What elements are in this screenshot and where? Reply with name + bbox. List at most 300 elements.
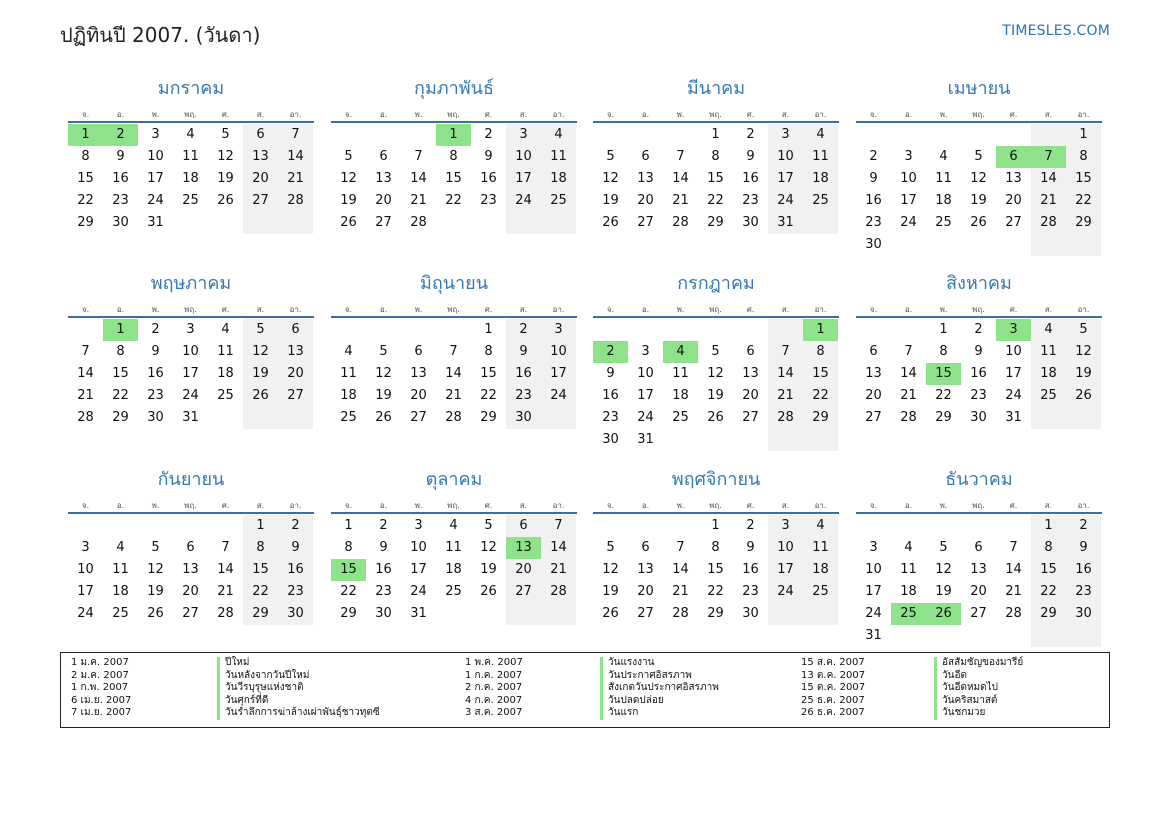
day-cell[interactable]: 28 bbox=[777, 410, 794, 425]
day-cell[interactable]: 19 bbox=[480, 562, 497, 577]
day-cell[interactable]: 16 bbox=[742, 562, 759, 577]
day-cell[interactable]: 24 bbox=[147, 193, 164, 208]
day-cell[interactable]: 14 bbox=[1005, 562, 1022, 577]
day-cell[interactable]: 29 bbox=[1040, 606, 1057, 621]
day-cell[interactable]: 21 bbox=[900, 388, 917, 403]
day-cell[interactable]: 2 bbox=[869, 149, 878, 164]
day-cell[interactable]: 14 bbox=[77, 366, 94, 381]
day-cell[interactable]: 22 bbox=[812, 388, 829, 403]
day-cell[interactable]: 18 bbox=[672, 388, 689, 403]
day-cell[interactable]: 3 bbox=[869, 540, 878, 555]
day-cell[interactable]: 13 bbox=[742, 366, 759, 381]
day-cell[interactable]: 14 bbox=[1040, 171, 1057, 186]
day-cell[interactable]: 1 bbox=[939, 322, 948, 337]
day-cell[interactable]: 23 bbox=[515, 388, 532, 403]
day-cell[interactable]: 15 bbox=[77, 171, 94, 186]
day-cell[interactable]: 30 bbox=[375, 606, 392, 621]
day-cell[interactable]: 7 bbox=[904, 344, 913, 359]
holiday-day-cell[interactable]: 2 bbox=[593, 341, 628, 363]
day-cell[interactable]: 21 bbox=[672, 584, 689, 599]
day-cell[interactable]: 5 bbox=[484, 518, 493, 533]
day-cell[interactable]: 18 bbox=[112, 584, 129, 599]
day-cell[interactable]: 30 bbox=[515, 410, 532, 425]
day-cell[interactable]: 10 bbox=[777, 149, 794, 164]
day-cell[interactable]: 3 bbox=[186, 322, 195, 337]
day-cell[interactable]: 7 bbox=[676, 540, 685, 555]
day-cell[interactable]: 27 bbox=[865, 410, 882, 425]
day-cell[interactable]: 26 bbox=[602, 215, 619, 230]
day-cell[interactable]: 11 bbox=[812, 540, 829, 555]
day-cell[interactable]: 26 bbox=[340, 215, 357, 230]
day-cell[interactable]: 18 bbox=[217, 366, 234, 381]
day-cell[interactable]: 12 bbox=[480, 540, 497, 555]
day-cell[interactable]: 17 bbox=[515, 171, 532, 186]
day-cell[interactable]: 15 bbox=[252, 562, 269, 577]
day-cell[interactable]: 26 bbox=[970, 215, 987, 230]
day-cell[interactable]: 9 bbox=[746, 540, 755, 555]
day-cell[interactable]: 12 bbox=[147, 562, 164, 577]
day-cell[interactable]: 26 bbox=[217, 193, 234, 208]
day-cell[interactable]: 29 bbox=[935, 410, 952, 425]
day-cell[interactable]: 26 bbox=[480, 584, 497, 599]
day-cell[interactable]: 2 bbox=[519, 322, 528, 337]
day-cell[interactable]: 27 bbox=[287, 388, 304, 403]
day-cell[interactable]: 6 bbox=[379, 149, 388, 164]
holiday-day-cell[interactable]: 1 bbox=[68, 124, 103, 146]
day-cell[interactable]: 12 bbox=[935, 562, 952, 577]
day-cell[interactable]: 4 bbox=[186, 127, 195, 142]
day-cell[interactable]: 25 bbox=[340, 410, 357, 425]
day-cell[interactable]: 16 bbox=[480, 171, 497, 186]
day-cell[interactable]: 29 bbox=[77, 215, 94, 230]
day-cell[interactable]: 10 bbox=[637, 366, 654, 381]
day-cell[interactable]: 25 bbox=[812, 584, 829, 599]
day-cell[interactable]: 20 bbox=[182, 584, 199, 599]
day-cell[interactable]: 17 bbox=[550, 366, 567, 381]
day-cell[interactable]: 4 bbox=[554, 127, 563, 142]
day-cell[interactable]: 25 bbox=[812, 193, 829, 208]
day-cell[interactable]: 20 bbox=[637, 193, 654, 208]
day-cell[interactable]: 11 bbox=[935, 171, 952, 186]
day-cell[interactable]: 22 bbox=[1075, 193, 1092, 208]
day-cell[interactable]: 23 bbox=[742, 584, 759, 599]
day-cell[interactable]: 16 bbox=[375, 562, 392, 577]
day-cell[interactable]: 2 bbox=[291, 518, 300, 533]
day-cell[interactable]: 23 bbox=[480, 193, 497, 208]
day-cell[interactable]: 23 bbox=[1075, 584, 1092, 599]
day-cell[interactable]: 13 bbox=[410, 366, 427, 381]
day-cell[interactable]: 9 bbox=[869, 171, 878, 186]
day-cell[interactable]: 9 bbox=[606, 366, 615, 381]
day-cell[interactable]: 30 bbox=[742, 606, 759, 621]
day-cell[interactable]: 25 bbox=[672, 410, 689, 425]
day-cell[interactable]: 15 bbox=[1075, 171, 1092, 186]
day-cell[interactable]: 15 bbox=[812, 366, 829, 381]
day-cell[interactable]: 30 bbox=[1075, 606, 1092, 621]
day-cell[interactable]: 31 bbox=[1005, 410, 1022, 425]
day-cell[interactable]: 24 bbox=[77, 606, 94, 621]
day-cell[interactable]: 15 bbox=[707, 171, 724, 186]
day-cell[interactable]: 14 bbox=[672, 562, 689, 577]
day-cell[interactable]: 16 bbox=[147, 366, 164, 381]
day-cell[interactable]: 3 bbox=[641, 344, 650, 359]
brand-logo-text[interactable]: TIMESLES.COM bbox=[1002, 23, 1110, 39]
day-cell[interactable]: 19 bbox=[252, 366, 269, 381]
day-cell[interactable]: 20 bbox=[252, 171, 269, 186]
day-cell[interactable]: 12 bbox=[602, 171, 619, 186]
day-cell[interactable]: 4 bbox=[116, 540, 125, 555]
day-cell[interactable]: 24 bbox=[1005, 388, 1022, 403]
day-cell[interactable]: 9 bbox=[746, 149, 755, 164]
day-cell[interactable]: 31 bbox=[147, 215, 164, 230]
day-cell[interactable]: 5 bbox=[711, 344, 720, 359]
holiday-day-cell[interactable]: 26 bbox=[926, 603, 961, 625]
day-cell[interactable]: 5 bbox=[606, 540, 615, 555]
day-cell[interactable]: 6 bbox=[256, 127, 265, 142]
day-cell[interactable]: 18 bbox=[812, 562, 829, 577]
holiday-day-cell[interactable]: 15 bbox=[926, 363, 961, 385]
day-cell[interactable]: 10 bbox=[410, 540, 427, 555]
day-cell[interactable]: 6 bbox=[291, 322, 300, 337]
day-cell[interactable]: 16 bbox=[1075, 562, 1092, 577]
day-cell[interactable]: 27 bbox=[970, 606, 987, 621]
day-cell[interactable]: 13 bbox=[182, 562, 199, 577]
day-cell[interactable]: 21 bbox=[217, 584, 234, 599]
day-cell[interactable]: 20 bbox=[1005, 193, 1022, 208]
day-cell[interactable]: 28 bbox=[1005, 606, 1022, 621]
day-cell[interactable]: 17 bbox=[637, 388, 654, 403]
day-cell[interactable]: 29 bbox=[480, 410, 497, 425]
day-cell[interactable]: 15 bbox=[480, 366, 497, 381]
day-cell[interactable]: 22 bbox=[77, 193, 94, 208]
day-cell[interactable]: 5 bbox=[379, 344, 388, 359]
day-cell[interactable]: 12 bbox=[1075, 344, 1092, 359]
day-cell[interactable]: 11 bbox=[445, 540, 462, 555]
day-cell[interactable]: 29 bbox=[707, 215, 724, 230]
day-cell[interactable]: 29 bbox=[1075, 215, 1092, 230]
day-cell[interactable]: 22 bbox=[252, 584, 269, 599]
day-cell[interactable]: 23 bbox=[375, 584, 392, 599]
day-cell[interactable]: 17 bbox=[777, 562, 794, 577]
day-cell[interactable]: 1 bbox=[711, 127, 720, 142]
day-cell[interactable]: 3 bbox=[781, 127, 790, 142]
day-cell[interactable]: 4 bbox=[816, 127, 825, 142]
day-cell[interactable]: 27 bbox=[410, 410, 427, 425]
day-cell[interactable]: 17 bbox=[77, 584, 94, 599]
day-cell[interactable]: 12 bbox=[217, 149, 234, 164]
day-cell[interactable]: 17 bbox=[777, 171, 794, 186]
day-cell[interactable]: 17 bbox=[1005, 366, 1022, 381]
day-cell[interactable]: 7 bbox=[221, 540, 230, 555]
day-cell[interactable]: 11 bbox=[900, 562, 917, 577]
day-cell[interactable]: 29 bbox=[707, 606, 724, 621]
day-cell[interactable]: 29 bbox=[340, 606, 357, 621]
holiday-day-cell[interactable]: 1 bbox=[436, 124, 471, 146]
day-cell[interactable]: 6 bbox=[186, 540, 195, 555]
holiday-day-cell[interactable]: 1 bbox=[803, 319, 838, 341]
day-cell[interactable]: 29 bbox=[812, 410, 829, 425]
day-cell[interactable]: 14 bbox=[550, 540, 567, 555]
day-cell[interactable]: 30 bbox=[865, 237, 882, 252]
day-cell[interactable]: 3 bbox=[781, 518, 790, 533]
day-cell[interactable]: 19 bbox=[935, 584, 952, 599]
day-cell[interactable]: 12 bbox=[375, 366, 392, 381]
day-cell[interactable]: 28 bbox=[672, 215, 689, 230]
day-cell[interactable]: 3 bbox=[904, 149, 913, 164]
day-cell[interactable]: 23 bbox=[742, 193, 759, 208]
day-cell[interactable]: 5 bbox=[344, 149, 353, 164]
day-cell[interactable]: 20 bbox=[515, 562, 532, 577]
holiday-day-cell[interactable]: 2 bbox=[103, 124, 138, 146]
holiday-day-cell[interactable]: 15 bbox=[331, 559, 366, 581]
day-cell[interactable]: 21 bbox=[550, 562, 567, 577]
day-cell[interactable]: 27 bbox=[182, 606, 199, 621]
day-cell[interactable]: 30 bbox=[112, 215, 129, 230]
day-cell[interactable]: 29 bbox=[112, 410, 129, 425]
day-cell[interactable]: 25 bbox=[445, 584, 462, 599]
day-cell[interactable]: 9 bbox=[519, 344, 528, 359]
day-cell[interactable]: 21 bbox=[1005, 584, 1022, 599]
day-cell[interactable]: 19 bbox=[340, 193, 357, 208]
day-cell[interactable]: 9 bbox=[1079, 540, 1088, 555]
day-cell[interactable]: 4 bbox=[221, 322, 230, 337]
day-cell[interactable]: 13 bbox=[1005, 171, 1022, 186]
day-cell[interactable]: 18 bbox=[340, 388, 357, 403]
day-cell[interactable]: 28 bbox=[550, 584, 567, 599]
day-cell[interactable]: 12 bbox=[970, 171, 987, 186]
day-cell[interactable]: 1 bbox=[484, 322, 493, 337]
day-cell[interactable]: 14 bbox=[672, 171, 689, 186]
day-cell[interactable]: 10 bbox=[515, 149, 532, 164]
day-cell[interactable]: 19 bbox=[707, 388, 724, 403]
day-cell[interactable]: 13 bbox=[637, 562, 654, 577]
day-cell[interactable]: 18 bbox=[935, 193, 952, 208]
day-cell[interactable]: 4 bbox=[449, 518, 458, 533]
day-cell[interactable]: 12 bbox=[602, 562, 619, 577]
day-cell[interactable]: 24 bbox=[777, 584, 794, 599]
day-cell[interactable]: 16 bbox=[112, 171, 129, 186]
day-cell[interactable]: 21 bbox=[777, 388, 794, 403]
day-cell[interactable]: 26 bbox=[375, 410, 392, 425]
day-cell[interactable]: 19 bbox=[375, 388, 392, 403]
day-cell[interactable]: 26 bbox=[252, 388, 269, 403]
day-cell[interactable]: 21 bbox=[77, 388, 94, 403]
day-cell[interactable]: 1 bbox=[256, 518, 265, 533]
holiday-day-cell[interactable]: 6 bbox=[996, 146, 1031, 168]
day-cell[interactable]: 23 bbox=[287, 584, 304, 599]
day-cell[interactable]: 13 bbox=[375, 171, 392, 186]
day-cell[interactable]: 30 bbox=[287, 606, 304, 621]
day-cell[interactable]: 1 bbox=[344, 518, 353, 533]
day-cell[interactable]: 5 bbox=[256, 322, 265, 337]
day-cell[interactable]: 5 bbox=[939, 540, 948, 555]
day-cell[interactable]: 28 bbox=[445, 410, 462, 425]
day-cell[interactable]: 4 bbox=[816, 518, 825, 533]
day-cell[interactable]: 13 bbox=[637, 171, 654, 186]
day-cell[interactable]: 27 bbox=[252, 193, 269, 208]
day-cell[interactable]: 26 bbox=[602, 606, 619, 621]
day-cell[interactable]: 12 bbox=[340, 171, 357, 186]
day-cell[interactable]: 20 bbox=[410, 388, 427, 403]
day-cell[interactable]: 2 bbox=[151, 322, 160, 337]
day-cell[interactable]: 10 bbox=[1005, 344, 1022, 359]
day-cell[interactable]: 6 bbox=[414, 344, 423, 359]
day-cell[interactable]: 16 bbox=[515, 366, 532, 381]
day-cell[interactable]: 6 bbox=[641, 540, 650, 555]
day-cell[interactable]: 27 bbox=[637, 606, 654, 621]
day-cell[interactable]: 30 bbox=[970, 410, 987, 425]
day-cell[interactable]: 11 bbox=[1040, 344, 1057, 359]
day-cell[interactable]: 12 bbox=[252, 344, 269, 359]
day-cell[interactable]: 28 bbox=[287, 193, 304, 208]
holiday-day-cell[interactable]: 3 bbox=[996, 319, 1031, 341]
day-cell[interactable]: 17 bbox=[182, 366, 199, 381]
day-cell[interactable]: 24 bbox=[777, 193, 794, 208]
day-cell[interactable]: 25 bbox=[550, 193, 567, 208]
day-cell[interactable]: 24 bbox=[182, 388, 199, 403]
holiday-day-cell[interactable]: 7 bbox=[1031, 146, 1066, 168]
day-cell[interactable]: 21 bbox=[287, 171, 304, 186]
day-cell[interactable]: 24 bbox=[900, 215, 917, 230]
day-cell[interactable]: 23 bbox=[602, 410, 619, 425]
day-cell[interactable]: 1 bbox=[1079, 127, 1088, 142]
day-cell[interactable]: 16 bbox=[287, 562, 304, 577]
day-cell[interactable]: 8 bbox=[116, 344, 125, 359]
day-cell[interactable]: 20 bbox=[287, 366, 304, 381]
day-cell[interactable]: 18 bbox=[1040, 366, 1057, 381]
day-cell[interactable]: 11 bbox=[672, 366, 689, 381]
day-cell[interactable]: 10 bbox=[147, 149, 164, 164]
day-cell[interactable]: 14 bbox=[410, 171, 427, 186]
day-cell[interactable]: 7 bbox=[676, 149, 685, 164]
day-cell[interactable]: 31 bbox=[410, 606, 427, 621]
day-cell[interactable]: 7 bbox=[1009, 540, 1018, 555]
day-cell[interactable]: 8 bbox=[711, 540, 720, 555]
day-cell[interactable]: 22 bbox=[935, 388, 952, 403]
day-cell[interactable]: 27 bbox=[375, 215, 392, 230]
day-cell[interactable]: 2 bbox=[974, 322, 983, 337]
day-cell[interactable]: 8 bbox=[81, 149, 90, 164]
day-cell[interactable]: 3 bbox=[81, 540, 90, 555]
day-cell[interactable]: 10 bbox=[182, 344, 199, 359]
day-cell[interactable]: 8 bbox=[939, 344, 948, 359]
day-cell[interactable]: 16 bbox=[602, 388, 619, 403]
day-cell[interactable]: 18 bbox=[812, 171, 829, 186]
day-cell[interactable]: 16 bbox=[865, 193, 882, 208]
day-cell[interactable]: 21 bbox=[1040, 193, 1057, 208]
day-cell[interactable]: 5 bbox=[151, 540, 160, 555]
day-cell[interactable]: 22 bbox=[480, 388, 497, 403]
day-cell[interactable]: 8 bbox=[484, 344, 493, 359]
day-cell[interactable]: 18 bbox=[445, 562, 462, 577]
day-cell[interactable]: 21 bbox=[445, 388, 462, 403]
day-cell[interactable]: 8 bbox=[816, 344, 825, 359]
day-cell[interactable]: 22 bbox=[445, 193, 462, 208]
day-cell[interactable]: 5 bbox=[1079, 322, 1088, 337]
day-cell[interactable]: 20 bbox=[970, 584, 987, 599]
day-cell[interactable]: 17 bbox=[410, 562, 427, 577]
day-cell[interactable]: 11 bbox=[182, 149, 199, 164]
day-cell[interactable]: 9 bbox=[291, 540, 300, 555]
day-cell[interactable]: 18 bbox=[550, 171, 567, 186]
day-cell[interactable]: 27 bbox=[637, 215, 654, 230]
day-cell[interactable]: 9 bbox=[974, 344, 983, 359]
day-cell[interactable]: 14 bbox=[445, 366, 462, 381]
day-cell[interactable]: 25 bbox=[217, 388, 234, 403]
day-cell[interactable]: 11 bbox=[340, 366, 357, 381]
day-cell[interactable]: 30 bbox=[602, 432, 619, 447]
day-cell[interactable]: 4 bbox=[1044, 322, 1053, 337]
day-cell[interactable]: 14 bbox=[900, 366, 917, 381]
day-cell[interactable]: 3 bbox=[519, 127, 528, 142]
day-cell[interactable]: 6 bbox=[869, 344, 878, 359]
day-cell[interactable]: 24 bbox=[410, 584, 427, 599]
day-cell[interactable]: 1 bbox=[711, 518, 720, 533]
day-cell[interactable]: 8 bbox=[1044, 540, 1053, 555]
day-cell[interactable]: 25 bbox=[935, 215, 952, 230]
day-cell[interactable]: 11 bbox=[550, 149, 567, 164]
day-cell[interactable]: 17 bbox=[865, 584, 882, 599]
holiday-day-cell[interactable]: 4 bbox=[663, 341, 698, 363]
day-cell[interactable]: 19 bbox=[602, 193, 619, 208]
day-cell[interactable]: 1 bbox=[1044, 518, 1053, 533]
day-cell[interactable]: 10 bbox=[550, 344, 567, 359]
day-cell[interactable]: 9 bbox=[151, 344, 160, 359]
day-cell[interactable]: 7 bbox=[781, 344, 790, 359]
day-cell[interactable]: 16 bbox=[742, 171, 759, 186]
day-cell[interactable]: 17 bbox=[147, 171, 164, 186]
day-cell[interactable]: 9 bbox=[379, 540, 388, 555]
day-cell[interactable]: 10 bbox=[777, 540, 794, 555]
day-cell[interactable]: 28 bbox=[900, 410, 917, 425]
day-cell[interactable]: 8 bbox=[256, 540, 265, 555]
day-cell[interactable]: 12 bbox=[707, 366, 724, 381]
day-cell[interactable]: 28 bbox=[77, 410, 94, 425]
day-cell[interactable]: 31 bbox=[182, 410, 199, 425]
day-cell[interactable]: 15 bbox=[445, 171, 462, 186]
day-cell[interactable]: 5 bbox=[606, 149, 615, 164]
day-cell[interactable]: 24 bbox=[637, 410, 654, 425]
day-cell[interactable]: 29 bbox=[252, 606, 269, 621]
day-cell[interactable]: 23 bbox=[112, 193, 129, 208]
day-cell[interactable]: 3 bbox=[414, 518, 423, 533]
day-cell[interactable]: 13 bbox=[865, 366, 882, 381]
day-cell[interactable]: 20 bbox=[742, 388, 759, 403]
day-cell[interactable]: 24 bbox=[515, 193, 532, 208]
day-cell[interactable]: 25 bbox=[182, 193, 199, 208]
day-cell[interactable]: 21 bbox=[672, 193, 689, 208]
day-cell[interactable]: 20 bbox=[375, 193, 392, 208]
day-cell[interactable]: 28 bbox=[410, 215, 427, 230]
day-cell[interactable]: 24 bbox=[550, 388, 567, 403]
holiday-day-cell[interactable]: 13 bbox=[506, 537, 541, 559]
day-cell[interactable]: 22 bbox=[112, 388, 129, 403]
day-cell[interactable]: 26 bbox=[147, 606, 164, 621]
day-cell[interactable]: 9 bbox=[484, 149, 493, 164]
day-cell[interactable]: 4 bbox=[939, 149, 948, 164]
day-cell[interactable]: 15 bbox=[112, 366, 129, 381]
day-cell[interactable]: 6 bbox=[519, 518, 528, 533]
day-cell[interactable]: 7 bbox=[291, 127, 300, 142]
day-cell[interactable]: 13 bbox=[287, 344, 304, 359]
day-cell[interactable]: 22 bbox=[340, 584, 357, 599]
day-cell[interactable]: 14 bbox=[287, 149, 304, 164]
day-cell[interactable]: 26 bbox=[707, 410, 724, 425]
day-cell[interactable]: 10 bbox=[77, 562, 94, 577]
day-cell[interactable]: 2 bbox=[746, 518, 755, 533]
day-cell[interactable]: 11 bbox=[217, 344, 234, 359]
day-cell[interactable]: 14 bbox=[777, 366, 794, 381]
